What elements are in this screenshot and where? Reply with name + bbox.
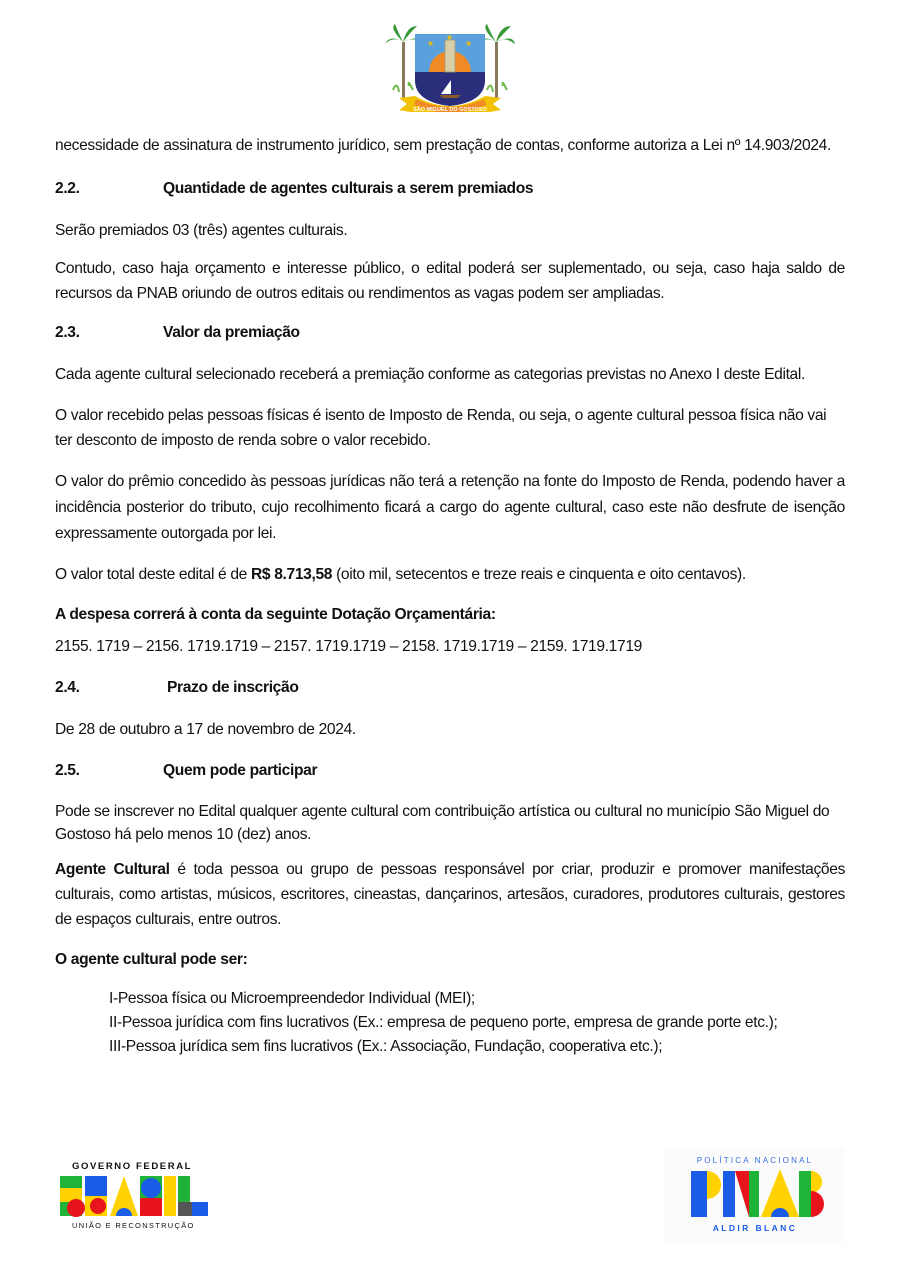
- svg-text:★: ★: [446, 33, 454, 42]
- document-body: [55, 133, 845, 1059]
- svg-text:POLÍTICA NACIONAL: POLÍTICA NACIONAL: [696, 1156, 814, 1165]
- paragraph: Cada agente cultural selecionado receberá a premiação conforme as categorias previstas no Anexo I deste Edital.: [55, 366, 805, 383]
- svg-text:SÃO MIGUEL DO GOSTOSO: SÃO MIGUEL DO GOSTOSO: [413, 107, 487, 112]
- section-heading-2-4: [55, 675, 845, 700]
- paragraph: Contudo, caso haja orçamento e interesse público, o edital poderá ser suplementado, ou seja, caso haja saldo de recursos da PNAB oriundo de outros editais ou rendimentos as vagas podem ser ampliadas.: [55, 260, 845, 302]
- list-text: Pessoa física ou Microempreendedor Individual (MEI);: [117, 990, 475, 1007]
- svg-text:UNIÃO E RECONSTRUÇÃO: UNIÃO E RECONSTRUÇÃO: [72, 1221, 195, 1230]
- paragraph: De 28 de outubro a 17 de novembro de 2024.: [55, 721, 356, 738]
- section-heading-2-3: [55, 320, 845, 345]
- list-item: [109, 1035, 845, 1059]
- list-item: [109, 987, 845, 1011]
- list-numeral: III-: [109, 1038, 126, 1055]
- section-heading-2-2: [55, 176, 845, 201]
- section-number: 2.4.: [55, 679, 80, 696]
- section-title: Prazo de inscrição: [167, 679, 299, 696]
- eligibility-list: [55, 987, 845, 1059]
- paragraph: O valor recebido pelas pessoas físicas é isento de Imposto de Renda, ou seja, o agente cultural pessoa física não vai ter desconto de imposto de renda sobre o valor recebido.: [55, 407, 827, 449]
- list-text: Pessoa jurídica sem fins lucrativos (Ex.: Associação, Fundação, cooperativa etc.);: [125, 1038, 663, 1055]
- pnab-logo-icon: [665, 1147, 845, 1242]
- total-suffix: (oito mil, setecentos e treze reais e cinquenta e oito centavos).: [332, 566, 746, 583]
- list-text: Pessoa jurídica com fins lucrativos (Ex.: empresa de pequeno porte, empresa de grande porte etc.);: [121, 1014, 778, 1031]
- definition-term: Agente Cultural: [55, 861, 170, 878]
- municipal-crest-logo: [385, 20, 515, 112]
- definition-text: é toda pessoa ou grupo de pessoas responsável por criar, produzir e promover manifestações culturais, como artistas, músicos, escritores, cineastas, dançarinos, artesãos, curadores, produtores culturais, gestores de espaços culturais, entre outros.: [55, 861, 846, 928]
- section-title: Valor da premiação: [163, 324, 300, 341]
- crest-icon: [385, 20, 515, 112]
- section-heading-2-5: [55, 758, 845, 783]
- svg-text:★: ★: [465, 39, 473, 48]
- list-numeral: I-: [109, 990, 118, 1007]
- pnab-aldir-blanc-logo: [665, 1147, 845, 1242]
- list-item: [109, 1011, 845, 1035]
- section-number: 2.3.: [55, 324, 80, 341]
- governo-federal-logo: [58, 1158, 213, 1230]
- svg-text:ALDIR BLANC: ALDIR BLANC: [712, 1223, 798, 1233]
- budget-codes: 2155. 1719 – 2156. 1719.1719 – 2157. 1719.1719 – 2158. 1719.1719 – 2159. 1719.1719: [55, 638, 642, 655]
- section-number: 2.5.: [55, 762, 80, 779]
- section-number: 2.2.: [55, 180, 80, 197]
- list-numeral: II-: [109, 1014, 122, 1031]
- section-title: Quantidade de agentes culturais a serem premiados: [163, 180, 534, 197]
- total-value: R$ 8.713,58: [250, 566, 333, 583]
- svg-text:GOVERNO FEDERAL: GOVERNO FEDERAL: [72, 1161, 193, 1172]
- definition-paragraph: [55, 857, 845, 932]
- intro-paragraph: necessidade de assinatura de instrumento jurídico, sem prestação de contas, conforme autoriza a Lei nº 14.903/2024.: [55, 137, 831, 154]
- total-prefix: O valor total deste edital é de: [55, 566, 251, 583]
- total-value-paragraph: [55, 562, 845, 587]
- paragraph: O valor do prêmio concedido às pessoas jurídicas não terá a retenção na fonte do Imposto de Renda, podendo haver a incidência posterior do tributo, cujo recolhimento ficará a cargo do agente cultural, caso este não desfrute de isenção expressamente outorgada por lei.: [55, 473, 845, 542]
- paragraph: Pode se inscrever no Edital qualquer agente cultural com contribuição artística ou cultural no município São Miguel do Gostoso há pelo menos 10 (dez) anos.: [55, 803, 830, 843]
- brasil-logo-icon: [58, 1158, 213, 1230]
- list-heading: O agente cultural pode ser:: [55, 951, 248, 968]
- svg-text:★: ★: [427, 39, 435, 48]
- section-title: Quem pode participar: [163, 762, 318, 779]
- budget-heading: A despesa correrá à conta da seguinte Dotação Orçamentária:: [55, 606, 496, 623]
- paragraph: Serão premiados 03 (três) agentes culturais.: [55, 222, 348, 239]
